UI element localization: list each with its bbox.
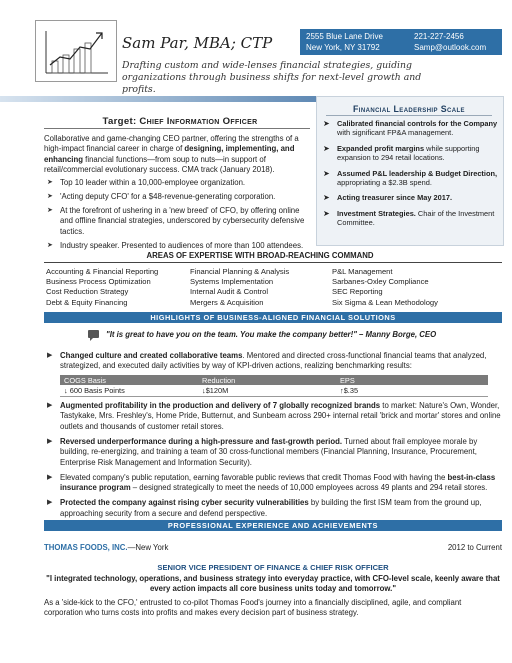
triangle-bullet-icon: ▶ bbox=[47, 437, 53, 445]
expertise-item: Internal Audit & Control bbox=[190, 287, 269, 297]
expertise-item: SEC Reporting bbox=[332, 287, 383, 297]
ceo-quote: "It is great to have you on the team. You make the company better!" – Manny Borge, CEO bbox=[106, 330, 437, 339]
expertise-column-3 bbox=[332, 267, 438, 308]
expertise-item: Business Process Optimization bbox=[46, 277, 151, 287]
metrics-header-row bbox=[60, 375, 488, 385]
employment-dates: 2012 to Current bbox=[447, 543, 502, 552]
expertise-item: Six Sigma & Lean Methodology bbox=[332, 297, 438, 307]
expertise-item: P&L Management bbox=[332, 267, 393, 276]
expertise-item: Mergers & Acquisition bbox=[190, 297, 264, 307]
summary-paragraph bbox=[44, 134, 312, 176]
expertise-item: Cost Reduction Strategy bbox=[46, 287, 129, 297]
expertise-title: AREAS OF EXPERTISE WITH BROAD-REACHING COMMAND bbox=[146, 251, 374, 260]
metrics-value: ↑$.35 bbox=[340, 386, 359, 395]
arrowhead-bullet-icon: ➤ bbox=[47, 179, 53, 186]
list-item: ➤ Assumed P&L leadership & Budget Direction, appropriating a $2.3B spend. bbox=[323, 168, 498, 188]
contact-bar bbox=[300, 29, 502, 55]
address-line1: 2555 Blue Lane Drive bbox=[306, 32, 383, 41]
triangle-bullet-icon: ▶ bbox=[47, 401, 53, 409]
arrowhead-bullet-icon: ➤ bbox=[323, 143, 330, 153]
list-item: ▶ Elevated company's public reputation, earning favorable public reviews that credit Thomas Food with having the best-in-class insurance program – designed strategically to meet the needs of 10,000 employees across 49 plants and 294 retail stores. bbox=[47, 472, 496, 493]
target-title-prefix: Target: bbox=[102, 116, 140, 127]
list-item: ➤ Top 10 leader within a 10,000-employee organization. bbox=[47, 178, 246, 187]
metrics-header: Reduction bbox=[202, 376, 236, 385]
list-item: ➤ Expanded profit margins while supporting expansion to 294 retail locations. bbox=[323, 143, 480, 163]
expertise-column-1 bbox=[46, 267, 158, 308]
summary-bold: designing, implementing, and enhancing bbox=[44, 144, 295, 164]
metrics-value: ↓$120M bbox=[202, 386, 229, 395]
role-quote: "I integrated technology, operations, and business strategy into everyday practice, with CFO-level scale, keenly aware that every action impacts all core business units today and tomorrow." bbox=[46, 574, 500, 594]
highlights-band: HIGHLIGHTS OF BUSINESS-ALIGNED FINANCIAL SOLUTIONS bbox=[44, 312, 502, 323]
triangle-bullet-icon: ▶ bbox=[47, 352, 53, 359]
arrowhead-bullet-icon: ➤ bbox=[47, 192, 53, 200]
expertise-item: Accounting & Financial Reporting bbox=[46, 267, 159, 276]
leadership-scale-rule bbox=[326, 115, 492, 116]
target-rule bbox=[44, 128, 310, 129]
expertise-column-2 bbox=[190, 267, 289, 308]
leadership-scale-list bbox=[322, 119, 498, 234]
arrowhead-bullet-icon: ➤ bbox=[323, 193, 330, 203]
list-item: ▶ Protected the company against rising cyber security vulnerabilities by building the first ISM team from the ground up, approaching security from a secure and defend perspective. bbox=[47, 498, 482, 518]
role-title: SENIOR VICE PRESIDENT OF FINANCE & CHIEF RISK OFFICER bbox=[157, 563, 389, 572]
list-item: ▶ Changed culture and created collaborative teams. Mentored and directed cross-functional financial teams that analyzed, strategized, and executed daily activities by way of KPI-driven actions, realizing benchmarking results: bbox=[47, 351, 487, 371]
target-title-role: Chief Information Officer bbox=[139, 116, 258, 127]
leadership-scale-title: Financial Leadership Scale bbox=[353, 104, 465, 114]
expertise-item: Sarbanes-Oxley Compliance bbox=[332, 277, 429, 287]
logo-chart-sketch-icon bbox=[35, 20, 117, 82]
company-line bbox=[44, 543, 168, 552]
arrowhead-bullet-icon: ➤ bbox=[47, 206, 53, 214]
experience-band: PROFESSIONAL EXPERIENCE AND ACHIEVEMENTS bbox=[44, 520, 502, 531]
target-bullets bbox=[44, 178, 312, 254]
arrowhead-bullet-icon: ➤ bbox=[323, 208, 330, 218]
company-name: THOMAS FOODS, INC. bbox=[44, 543, 128, 552]
metrics-value-row bbox=[60, 385, 488, 397]
list-item: ➤ Calibrated financial controls for the Company with significant FP&A management. bbox=[323, 119, 498, 138]
expertise-item: Financial Planning & Analysis bbox=[190, 267, 290, 276]
speech-bubble-icon bbox=[88, 330, 99, 338]
role-description: As a 'side-kick to the CFO,' entrusted to co-pilot Thomas Food's journey into a financially disciplined, agile, and compliant corporation who turns costs into profits and makes every decision part of business strategy. bbox=[44, 598, 462, 618]
tagline: Drafting custom and wide-lenses financial strategies, guiding organizations through business shifts for next-level growth and profits. bbox=[122, 60, 422, 95]
list-item: ➤ 'Acting deputy CFO' for a $48-revenue-generating corporation. bbox=[47, 191, 276, 201]
list-item: ▶ Reversed underperformance during a high-pressure and fast-growth period. Turned about frail employee morale by building, re-energizing, and training a team of 30 cross-functional members (Financial Planning, Insurance, Procurement, Enterprise Risk Management and Information Security). bbox=[47, 436, 478, 467]
summary-post: financial functions—from soup to nuts—in support of retail/commercial evolutionary success. CMA track (January 2018). bbox=[44, 154, 275, 175]
metrics-table bbox=[60, 375, 488, 397]
metrics-value: ↓ 600 Basis Points bbox=[64, 386, 125, 395]
list-item: ▶ Augmented profitability in the production and delivery of 7 globally recognized brands to market: Nature's Own, Wonder, Tastykake, Mrs. Freshley's, Home Pride, Butternut, and Sunbeam across 290+ internal retail 'brick and mortar' stores and online outlets and thousands of customer retail stores. bbox=[47, 400, 501, 431]
metrics-header: COGS Basis bbox=[64, 376, 106, 385]
company-location: —New York bbox=[127, 543, 169, 552]
list-item: ➤ Investment Strategies. Chair of the Investment Committee. bbox=[323, 208, 495, 228]
metrics-header: EPS bbox=[340, 376, 355, 385]
expertise-rule bbox=[44, 262, 502, 263]
target-title bbox=[70, 116, 290, 127]
arrowhead-bullet-icon: ➤ bbox=[323, 119, 330, 128]
arrowhead-bullet-icon: ➤ bbox=[323, 168, 330, 178]
list-item: ➤ Acting treasurer since May 2017. bbox=[323, 193, 453, 203]
list-item: ➤ At the forefront of ushering in a 'new breed' of CFO, by offering online and offline financial strategies, underscored by cybersecurity defensive tactics. bbox=[47, 205, 305, 236]
triangle-bullet-icon: ▶ bbox=[47, 473, 53, 481]
triangle-bullet-icon: ▶ bbox=[47, 499, 53, 507]
header-divider-band bbox=[0, 96, 316, 102]
expertise-item: Debt & Equity Financing bbox=[46, 297, 128, 307]
email: Samp@outlook.com bbox=[414, 43, 487, 52]
arrowhead-bullet-icon: ➤ bbox=[47, 241, 53, 249]
address-line2: New York, NY 31792 bbox=[306, 43, 380, 52]
expertise-item: Systems Implementation bbox=[190, 277, 274, 287]
list-item: ➤ Industry speaker. Presented to audiences of more than 100 attendees. bbox=[47, 240, 304, 250]
summary-pre: Collaborative and game-changing CEO partner, offering the strengths of a high-impact financial career in charge of bbox=[44, 134, 299, 154]
phone: 221-227-2456 bbox=[414, 32, 464, 41]
candidate-name: Sam Par, MBA; CTP bbox=[122, 34, 273, 52]
